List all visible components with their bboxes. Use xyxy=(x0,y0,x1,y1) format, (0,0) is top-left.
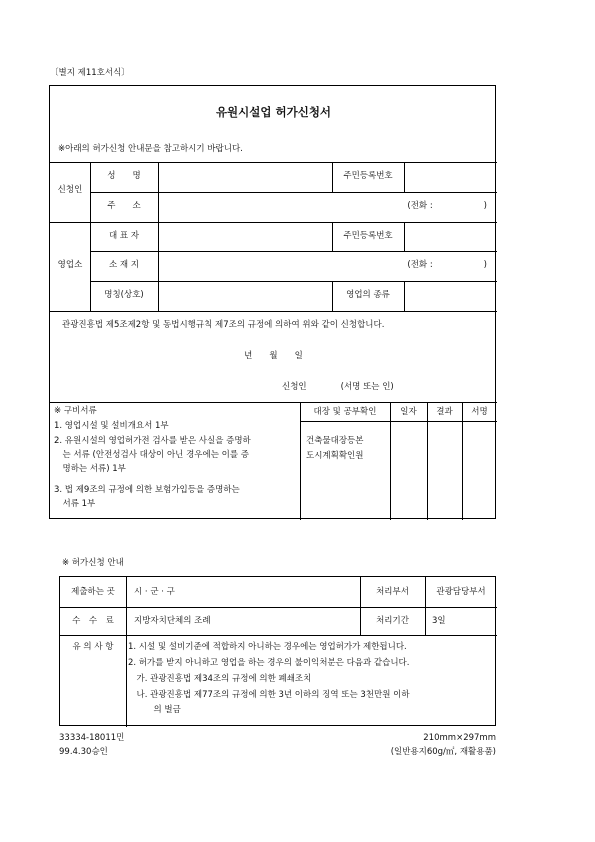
guide-header: ※ 허가신청 안내 xyxy=(62,558,124,568)
verification-item: 도시계획확인원 xyxy=(306,451,364,461)
footer-paper: (일반용지60g/㎡, 재활용품) xyxy=(390,747,496,757)
application-form xyxy=(49,85,496,519)
applicant-name-field[interactable] xyxy=(158,162,332,192)
guide-table xyxy=(59,576,496,726)
statement-text: 관광진흥법 제5조제2항 및 동법시행규칙 제7조의 규정에 의하여 위와 같이 신청합니다. xyxy=(62,320,385,330)
applicant-phone-label: (전화 : ) xyxy=(407,201,487,211)
form-title: 유원시설업 허가신청서 xyxy=(215,105,332,119)
business-phone-label: (전화 : ) xyxy=(407,260,487,270)
footer-size: 210mm×297mm xyxy=(423,733,496,743)
date-col-header: 일자 xyxy=(400,407,417,417)
document-item: 2. 유원시설의 영업허가전 검사를 받은 사실을 증명하 xyxy=(54,436,251,446)
submit-label: 제출하는 곳 xyxy=(71,587,115,597)
note-item: 의 벌금 xyxy=(128,705,181,715)
business-rep-label: 대 표 자 xyxy=(108,231,140,241)
note-item: 1. 시설 및 설비기준에 적합하지 아니하는 경우에는 영업허가가 제한됩니다. xyxy=(128,642,407,652)
applicant-rrn-label: 주민등록번호 xyxy=(343,171,393,181)
business-location-label: 소 재 지 xyxy=(108,260,140,270)
business-rep-field[interactable] xyxy=(158,222,332,251)
verification-item: 건축물대장등본 xyxy=(306,436,364,446)
business-rrn-field[interactable] xyxy=(404,222,497,251)
result-col-header: 결과 xyxy=(436,407,453,417)
period-value: 3일 xyxy=(432,616,446,626)
notice-text: ※아래의 허가신청 안내문을 참고하시기 바랍니다. xyxy=(58,144,243,154)
business-rrn-label: 주민등록번호 xyxy=(343,231,393,241)
note-item: 2. 허가를 받지 아니하고 영업을 하는 경우의 불이익처분은 다음과 같습니다. xyxy=(128,658,410,668)
period-label: 처리기간 xyxy=(376,616,409,626)
document-item: 는 서류 (안전성검사 대상이 아닌 경우에는 이를 증 xyxy=(54,450,249,460)
dept-label: 처리부서 xyxy=(376,587,409,597)
document-item: 명하는 서류) 1부 xyxy=(54,464,126,474)
notes-label: 유 의 사 항 xyxy=(72,642,114,652)
business-type-label: 영업의 종류 xyxy=(346,290,390,300)
date-line: 년 월 일 xyxy=(244,351,303,361)
verification-header: 대장 및 공부확인 xyxy=(313,407,377,417)
note-item: 나. 관광진흥법 제77조의 규정에 의한 3년 이하의 징역 또는 3천만원 이하 xyxy=(128,690,410,700)
documents-header: ※ 구비서류 xyxy=(54,406,97,416)
applicant-name-label: 성 명 xyxy=(107,171,141,181)
applicant-address-label: 주 소 xyxy=(107,201,141,211)
document-item: 서류 1부 xyxy=(54,499,96,509)
dept-value: 관광담당부서 xyxy=(436,587,486,597)
footer-approval: 99.4.30승인 xyxy=(59,747,108,757)
business-section-label: 영업소 xyxy=(57,260,83,270)
applicant-rrn-field[interactable] xyxy=(404,162,497,192)
business-type-field[interactable] xyxy=(404,281,497,311)
document-item: 3. 법 제9조의 규정에 의한 보험가입등을 증명하는 xyxy=(54,485,240,495)
trade-name-label: 명칭(상호) xyxy=(104,290,144,300)
fee-label: 수 수 료 xyxy=(72,616,114,626)
applicant-section-label: 신청인 xyxy=(57,185,83,195)
submit-value: 시 · 군 · 구 xyxy=(134,587,175,597)
signature-col-header: 서명 xyxy=(471,407,488,417)
form-number-label: 〔별지 제11호서식〕 xyxy=(50,68,130,78)
signature-line: 신청인 (서명 또는 인) xyxy=(282,382,394,392)
document-item: 1. 영업시설 및 설비개요서 1부 xyxy=(54,421,169,431)
fee-value: 지방자치단체의 조례 xyxy=(134,616,211,626)
note-item: 가. 관광진흥법 제34조의 규정에 의한 폐쇄조치 xyxy=(128,674,312,684)
footer-code: 33334-18011민 xyxy=(59,733,125,743)
trade-name-field[interactable] xyxy=(158,281,332,311)
